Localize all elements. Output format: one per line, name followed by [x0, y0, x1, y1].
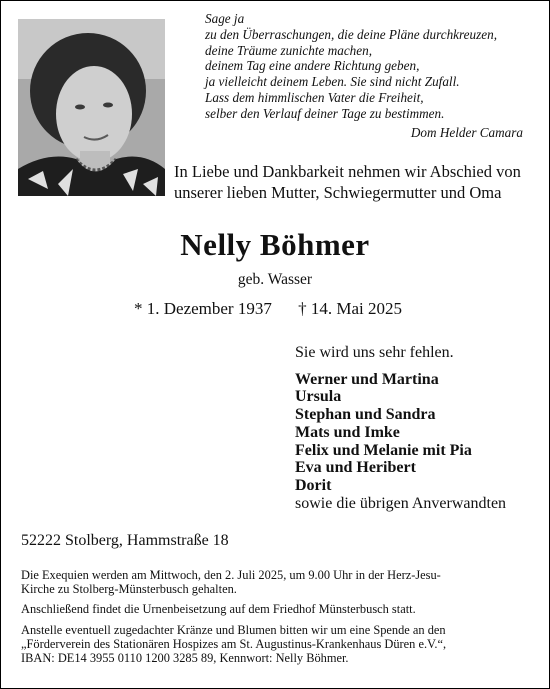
- intro-text: [174, 161, 534, 203]
- deceased-name: Nelly Böhmer: [180, 227, 370, 262]
- funeral-notes: [21, 568, 531, 671]
- donation-paragraph: [21, 623, 531, 666]
- poem-author: Dom Helder Camara: [410, 125, 523, 140]
- donation-line-3: IBAN: DE14 3955 0110 1200 3285 89, Kennwort: Nelly Böhmer.: [21, 651, 349, 666]
- poem-line: ja vielleicht deinem Leben. Sie sind nicht Zufall.: [205, 74, 460, 90]
- urn-paragraph: [21, 602, 531, 616]
- poem-line: Lass dem himmlischen Vater die Freiheit,: [205, 89, 424, 105]
- family-member: Eva und Heribert: [295, 459, 416, 477]
- other-relatives: sowie die übrigen Anverwandten: [295, 494, 507, 512]
- family-signature: [295, 344, 545, 512]
- family-member: Ursula: [295, 388, 342, 406]
- donation-line-1: Anstelle eventuell zugedachter Kränze und Blumen bitten wir um eine Spende an den: [21, 622, 446, 637]
- life-dates: [134, 299, 434, 319]
- family-member: Werner und Martina: [295, 370, 439, 388]
- portrait-image: [18, 19, 165, 196]
- poem-line: Sage ja: [205, 11, 245, 26]
- poem-line: deine Träume zunichte machen,: [205, 42, 373, 58]
- donation-line-2: „Förderverein des Stationären Hospizes am St. Augustinus-Krankenhaus Düren e.V.“,: [21, 636, 447, 651]
- exequien-line-2: Kirche zu Stolberg-Münsterbusch gehalten.: [21, 582, 237, 597]
- exequien-line-1: Die Exequien werden am Mittwoch, den 2. Juli 2025, um 9.00 Uhr in der Herz-Jesu-: [21, 568, 441, 582]
- portrait-photo: [18, 19, 165, 196]
- family-member: Felix und Melanie mit Pia: [295, 441, 472, 459]
- poem: [205, 11, 535, 122]
- poem-line: zu den Überraschungen, die deine Pläne durchkreuzen,: [205, 26, 498, 42]
- family-member: Dorit: [295, 476, 332, 494]
- miss-text: Sie wird uns sehr fehlen.: [295, 344, 454, 361]
- birth-date: * 1. Dezember 1937: [134, 299, 272, 318]
- urn-line: Anschließend findet die Urnenbeisetzung auf dem Friedhof Münsterbusch statt.: [21, 602, 416, 617]
- address: 52222 Stolberg, Hammstraße 18: [21, 532, 229, 549]
- death-date: † 14. Mai 2025: [298, 299, 402, 318]
- poem-line: selber den Verlauf deiner Tage zu bestimmen.: [205, 105, 445, 121]
- family-member: Mats und Imke: [295, 423, 400, 441]
- intro-line-1: In Liebe und Dankbarkeit nehmen wir Abschied von: [174, 162, 521, 181]
- intro-line-2: unserer lieben Mutter, Schwiegermutter und Oma: [174, 183, 502, 202]
- maiden-name: geb. Wasser: [237, 271, 313, 288]
- poem-line: deinem Tag eine andere Richtung geben,: [205, 58, 420, 74]
- family-member: Stephan und Sandra: [295, 406, 436, 424]
- exequien-paragraph: [21, 568, 531, 596]
